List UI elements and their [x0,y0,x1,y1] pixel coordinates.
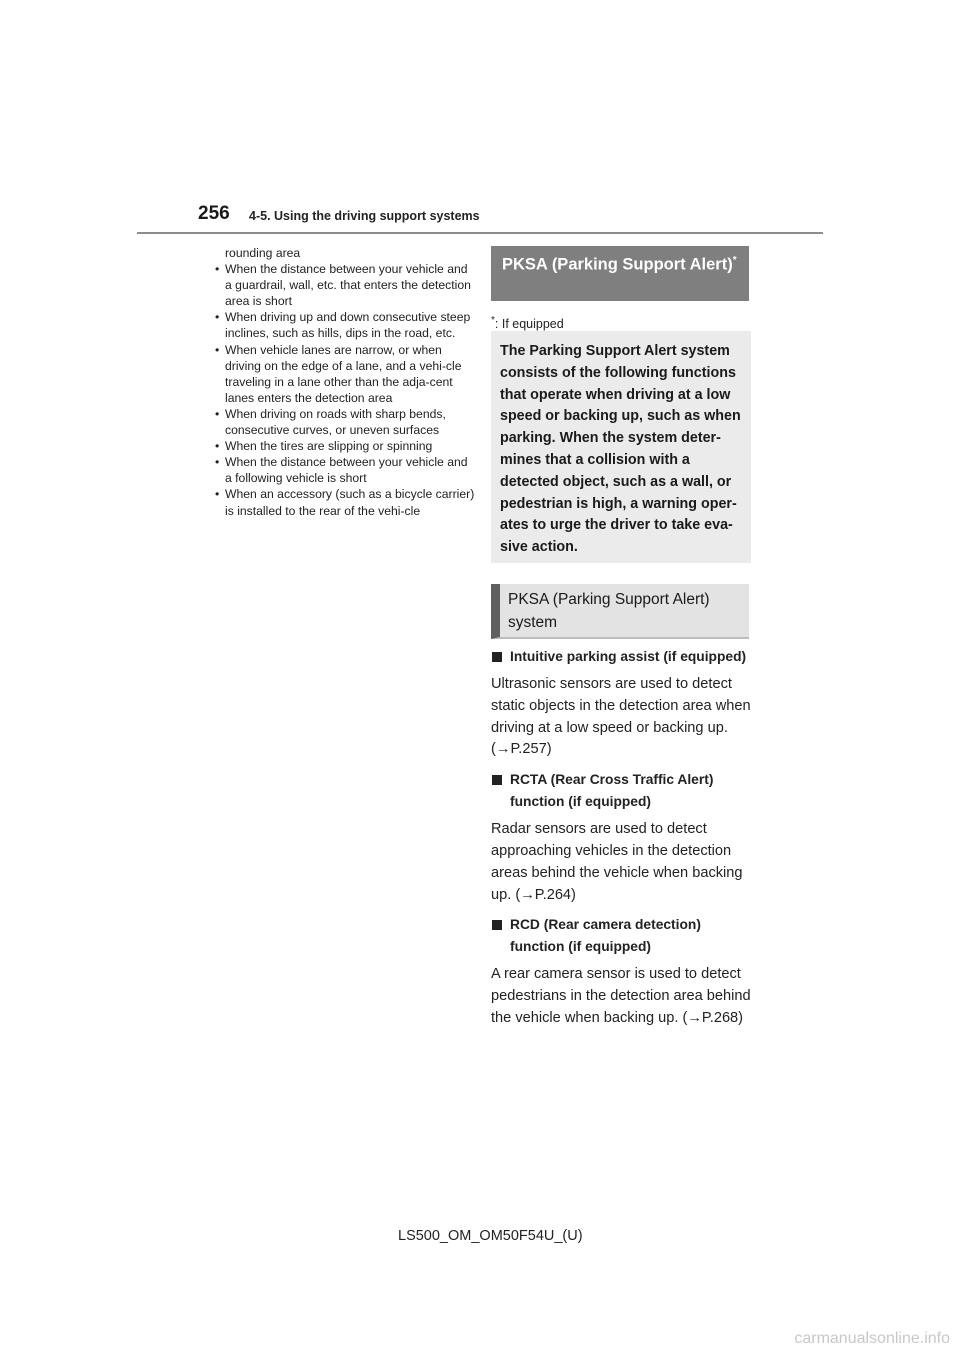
list-item [213,309,475,341]
subsection-title: PKSA (Parking Support Alert) system [508,591,710,631]
function-heading [491,769,753,813]
function-list [491,646,753,1038]
section-title-bar [491,246,749,301]
footnote [491,315,564,331]
square-bullet-icon [492,775,502,785]
section-title: 4-5. Using the driving support systems [249,209,480,223]
list-item [213,342,475,406]
condition-list [213,261,475,519]
list-item-text: When driving up and down consecutive steep inclines, such as hills, dips in the road, etc. [225,310,471,341]
document-code: LS500_OM_OM50F54U_(U) [398,1228,583,1244]
intro-text: The Parking Support Alert system consists of the following functions that operate when driving at a low speed or backing up, such as when parking. When the system deter-mines that a collision with a detected object, such as a wall, or pedestrian is high, a warning oper-ates to urge the driver to take eva-sive action. [500,343,741,556]
function-heading [491,914,753,958]
list-item-text: When the distance between your vehicle and a following vehicle is short [225,455,468,486]
square-bullet-icon [492,920,502,930]
function-heading-text: RCTA (Rear Cross Traffic Alert) function (if equipped) [510,772,714,810]
subsection-header [491,584,749,639]
continuation-text: rounding area [225,246,301,260]
watermark: carmanualsonline.info [794,1330,950,1347]
function-item [491,646,753,761]
intro-box [491,331,751,563]
function-description: Radar sensors are used to detect approaching vehicles in the detection areas behind the vehicle when backing up. (→P.264) [491,821,743,903]
function-heading-text: RCD (Rear camera detection) function (if equipped) [510,917,701,955]
section-title-text: PKSA (Parking Support Alert) [502,255,733,274]
square-bullet-icon [492,652,502,662]
function-heading [491,646,753,668]
footnote-marker: * [491,315,495,326]
function-description: A rear camera sensor is used to detect pedestrians in the detection area behind the vehicle when backing up. (→P.268) [491,966,751,1026]
function-description: Ultrasonic sensors are used to detect static objects in the detection area when driving at a low speed or backing up. (→P.257) [491,676,751,758]
footnote-text: : If equipped [494,317,564,332]
function-heading-text: Intuitive parking assist (if equipped) [510,649,747,664]
function-item [491,769,753,906]
list-item [213,438,475,454]
bullet-icon: • [215,487,220,502]
list-item [213,486,475,518]
bullet-icon: • [215,455,220,470]
asterisk-marker: * [732,255,737,266]
list-item-text: When the distance between your vehicle and a guardrail, wall, etc. that enters the detection area is short [225,262,471,309]
list-item [213,406,475,438]
bullet-icon: • [215,342,220,357]
bullet-icon: • [215,406,220,421]
page-header [198,203,828,233]
list-item-text: When vehicle lanes are narrow, or when driving on the edge of a lane, and a vehi-cle traveling in a lane other than the adja-cent lanes enters the detection area [225,342,462,405]
list-item [213,454,475,486]
bullet-icon: • [215,262,220,277]
function-item [491,914,753,1029]
left-column [213,245,475,519]
list-item-text: When the tires are slipping or spinning [225,439,433,454]
list-item-text: When driving on roads with sharp bends, consecutive curves, or uneven surfaces [225,406,446,438]
bullet-icon: • [215,439,220,454]
list-item [213,261,475,309]
list-item-text: When an accessory (such as a bicycle carrier) is installed to the rear of the vehi-cle [225,487,475,518]
page-number: 256 [198,203,230,224]
header-rule [137,232,823,234]
bullet-icon: • [215,310,220,325]
